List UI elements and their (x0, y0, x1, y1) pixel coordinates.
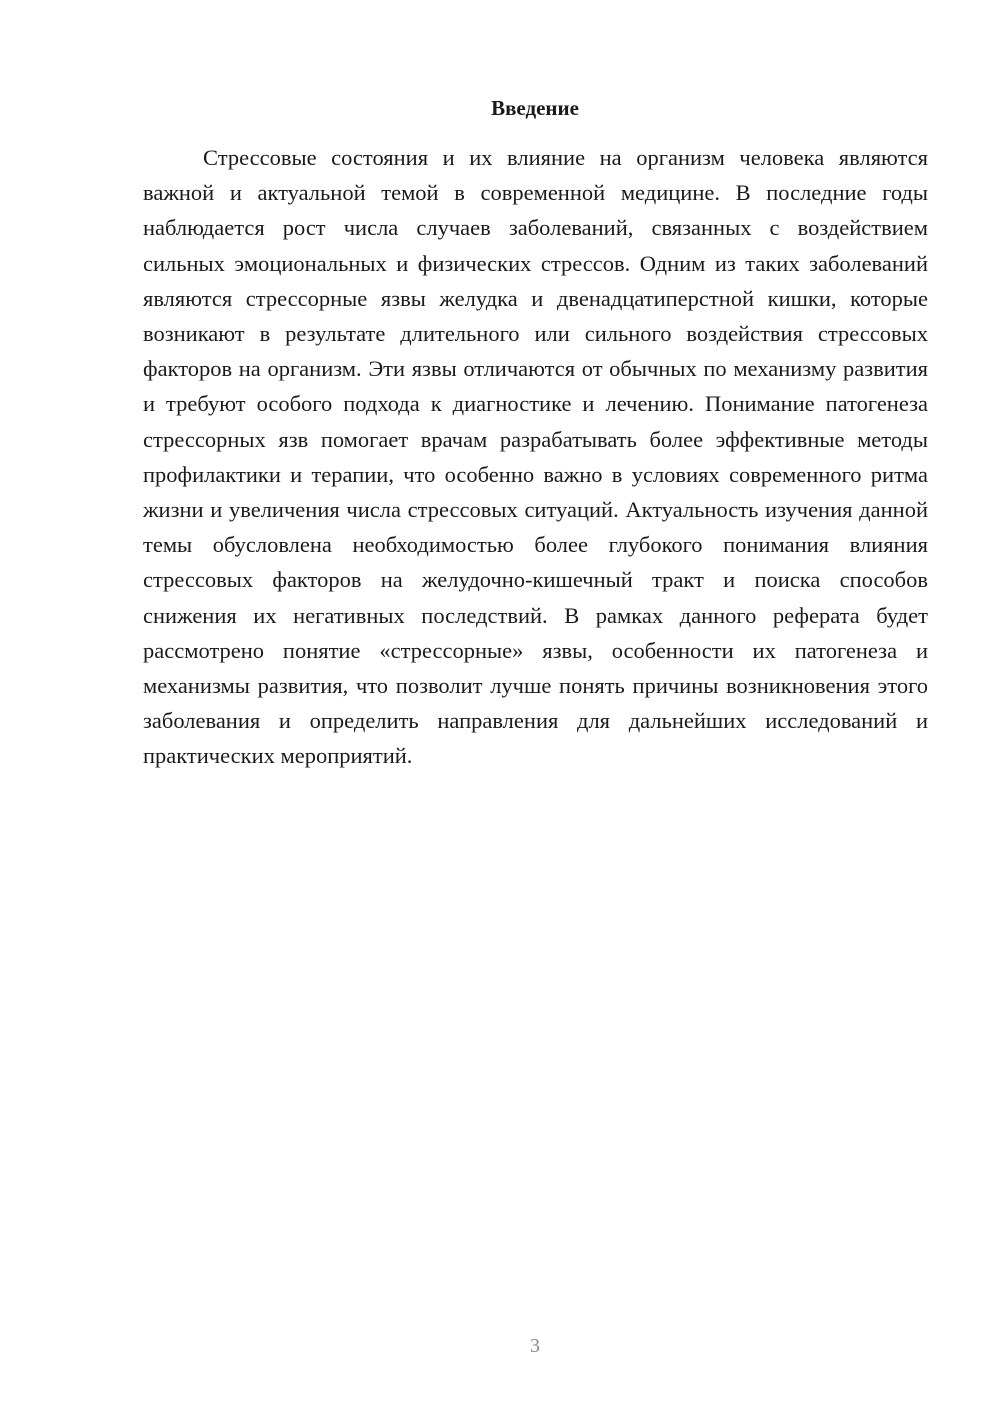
section-title: Введение (491, 96, 579, 120)
introduction-paragraph: Стрессовые состояния и их влияние на организм человека являются важной и актуальной темой в современной медицине. В последние годы наблюдается рост числа случаев заболеваний, связанных с воздействием сильных эмоциональных и физических стрессов. Одним из таких заболеваний являются стрессорные язвы желудка и двенадцатиперстной кишки, которые возникают в результате длительного или сильного воздействия стрессовых факторов на организм. Эти язвы отличаются от обычных по механизму развития и требуют особого подхода к диагностике и лечению. Понимание патогенеза стрессорных язв помогает врачам разрабатывать более эффективные методы профилактики и терапии, что особенно важно в условиях современного ритма жизни и увеличения числа стрессовых ситуаций. Актуальность изучения данной темы обусловлена необходимостью более глубокого понимания влияния стрессовых факторов на желудочно-кишечный тракт и поиска способов снижения их негативных последствий. В рамках данного реферата будет рассмотрено понятие «стрессорные» язвы, особенности их патогенеза и механизмы развития, что позволит лучше понять причины возникновения этого заболевания и определить направления для дальнейших исследований и практических мероприятий. (143, 145, 928, 769)
page-number: 3 (530, 1335, 540, 1357)
